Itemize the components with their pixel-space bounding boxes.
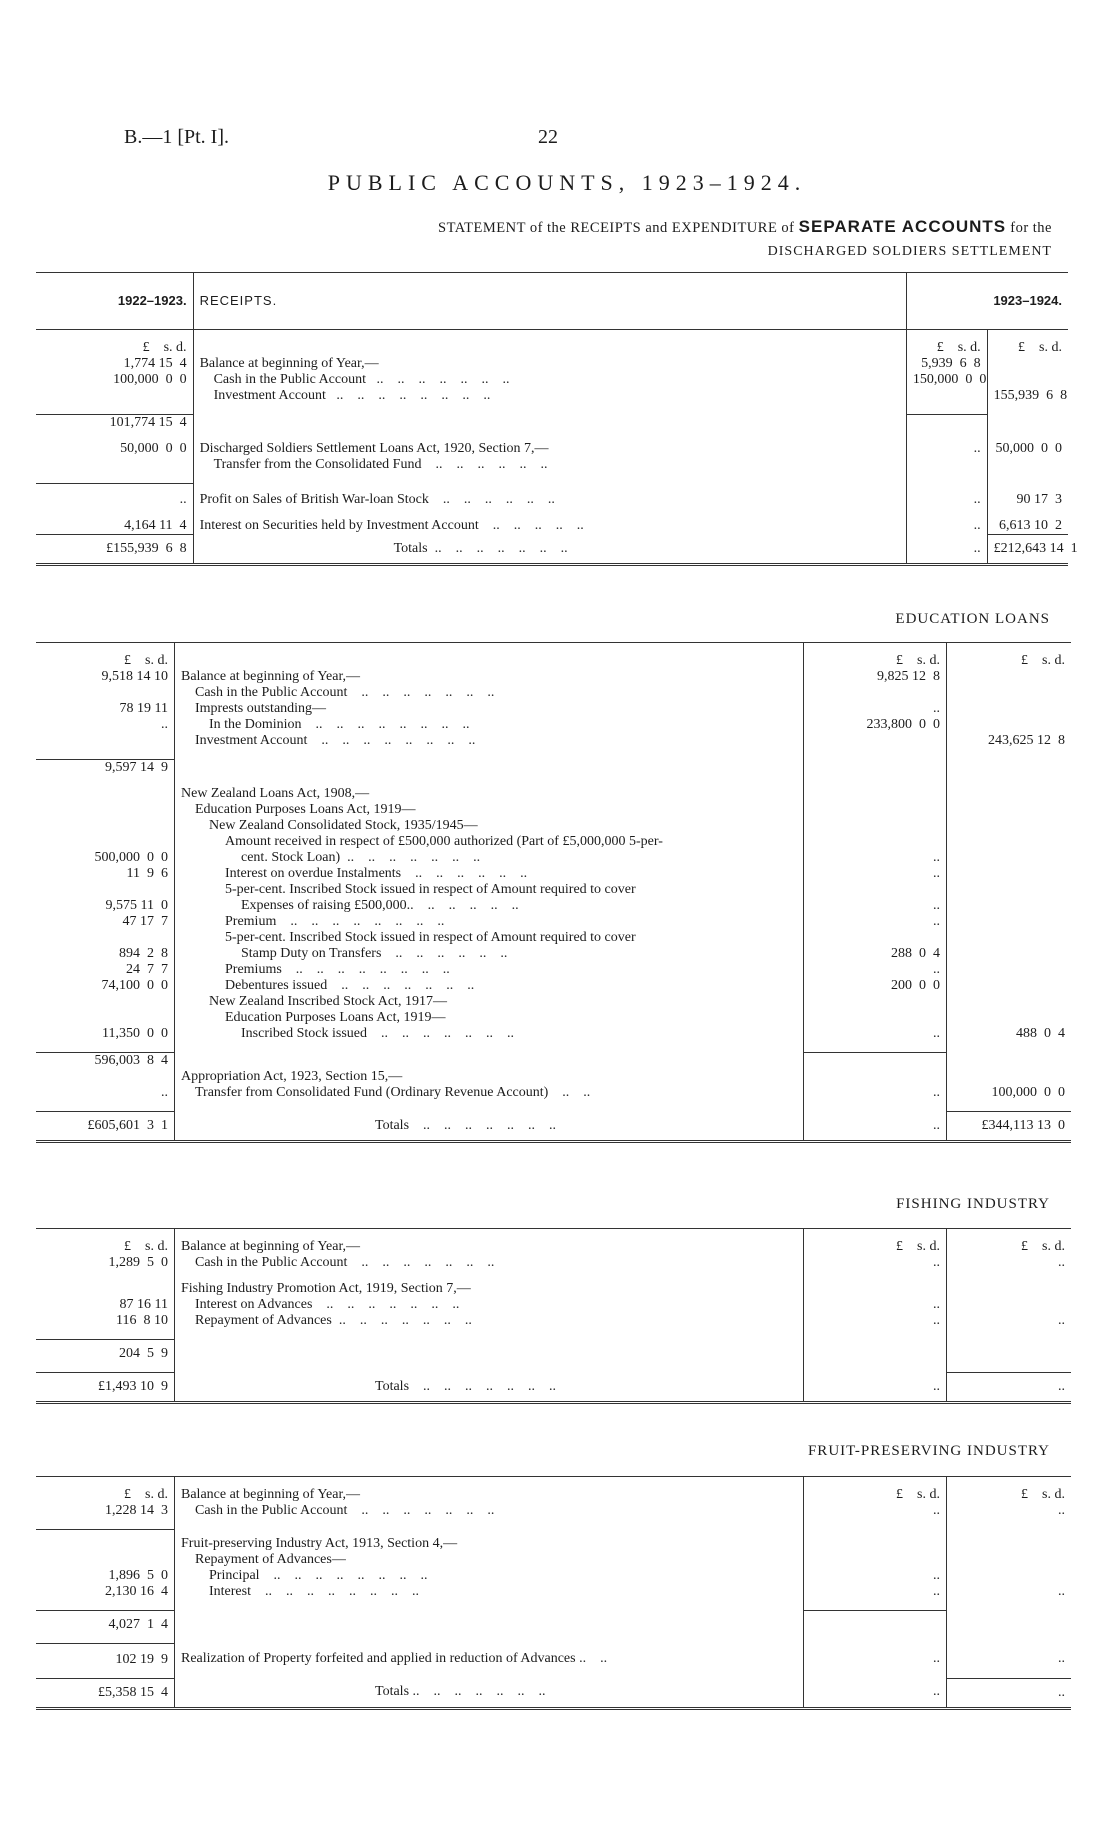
table-cell: 74,100 0 0 — [36, 978, 175, 994]
table-cell: .. — [804, 1584, 947, 1600]
table-cell: 500,000 0 0 — [36, 850, 175, 866]
table-cell: .. — [1058, 1255, 1065, 1270]
table-cell: 90 17 3 — [1016, 491, 1062, 507]
table-cell: .. — [804, 1085, 947, 1101]
table-cell: .. — [804, 1678, 947, 1708]
table-cell — [947, 1530, 1072, 1552]
table-cell — [175, 653, 804, 669]
table-row — [36, 1239, 1071, 1255]
table-cell — [36, 802, 175, 818]
table-cell: 1,289 5 0 — [36, 1255, 175, 1271]
table-cell — [947, 818, 1072, 834]
table-cell — [175, 1053, 804, 1070]
table-cell — [947, 685, 1072, 701]
table-row — [36, 457, 1068, 473]
table-cell: £ s. d. — [36, 1239, 175, 1255]
table-cell: 100,000 0 0 — [36, 372, 193, 388]
table-cell — [947, 866, 1072, 882]
table-cell: 894 2 8 — [36, 946, 175, 962]
table-cell: Amount received in respect of £500,000 authorized (Part of £5,000,000 5-per- — [175, 834, 804, 850]
table-cell: Totals .. .. .. .. .. .. .. — [175, 1678, 804, 1708]
table-cell: 488 0 4 — [1016, 1026, 1065, 1041]
table-row — [36, 1610, 1071, 1633]
table-cell: Interest on Securities held by Investment Account .. .. .. .. .. — [193, 518, 906, 535]
table-row — [36, 850, 1071, 866]
table-cell — [804, 994, 947, 1010]
table-cell: .. — [1058, 1503, 1065, 1518]
table-cell — [906, 415, 987, 432]
table-cell: Inscribed Stock issued .. .. .. .. .. .. .. — [175, 1026, 804, 1042]
table-cell — [947, 978, 1072, 994]
table-cell: £155,939 6 8 — [36, 535, 193, 565]
table-cell: 5-per-cent. Inscribed Stock issued in respect of Amount required to cover — [175, 930, 804, 946]
table-cell: .. — [804, 1503, 947, 1519]
table-cell: .. — [804, 850, 947, 866]
table-cell: 233,800 0 0 — [804, 717, 947, 733]
table-cell: 9,575 11 0 — [36, 898, 175, 914]
table-row — [36, 717, 1071, 733]
table-cell: .. — [804, 1313, 947, 1329]
table-cell: £ s. d. — [906, 340, 987, 356]
table-cell: Cash in the Public Account .. .. .. .. .. .. .. — [175, 685, 804, 701]
table-cell: Education Purposes Loans Act, 1919— — [175, 802, 804, 818]
table-cell: 5,939 6 8 — [906, 356, 987, 372]
table-cell — [804, 834, 947, 850]
table-cell: £344,113 13 0 — [947, 1112, 1072, 1142]
table-cell — [804, 685, 947, 701]
table-cell — [193, 415, 906, 432]
totals-row — [36, 1373, 1071, 1403]
table-cell — [947, 1568, 1072, 1584]
table-cell — [36, 994, 175, 1010]
table-cell: .. — [36, 717, 175, 733]
page-title: PUBLIC ACCOUNTS, 1923–1924. — [327, 170, 807, 195]
table-cell: Education Purposes Loans Act, 1919— — [175, 1010, 804, 1026]
table-row — [36, 802, 1071, 818]
table-cell: £ s. d. — [36, 340, 193, 356]
section-fishing-industry — [36, 1228, 1068, 1404]
table-cell — [804, 1053, 947, 1070]
table-cell: Expenses of raising £500,000.. .. .. .. .. .. — [175, 898, 804, 914]
table-cell: .. — [1058, 1651, 1065, 1666]
table-cell: £212,643 14 1 — [987, 535, 1068, 565]
table-row — [36, 1281, 1071, 1297]
col-year-curr: 1923–1924. — [906, 273, 1068, 330]
table-cell: Premium .. .. .. .. .. .. .. .. — [175, 914, 804, 930]
table-row — [36, 946, 1071, 962]
table-cell: Repayment of Advances— — [175, 1552, 804, 1568]
table-row — [36, 685, 1071, 701]
table-cell: .. — [947, 1678, 1072, 1708]
table-row — [36, 653, 1071, 669]
table-row — [36, 1069, 1071, 1085]
table-cell — [947, 962, 1072, 978]
heading-fishing-industry: FISHING INDUSTRY — [896, 1196, 1050, 1212]
table-cell — [804, 1610, 947, 1633]
table-cell — [947, 1281, 1072, 1297]
table-cell — [947, 1010, 1072, 1026]
table-cell: .. — [804, 1643, 947, 1668]
section-education-loans — [36, 642, 1068, 1143]
table-row — [36, 818, 1071, 834]
table-cell: cent. Stock Loan) .. .. .. .. .. .. .. — [175, 850, 804, 866]
table-cell — [947, 1610, 1072, 1633]
table-cell — [804, 818, 947, 834]
table-row — [36, 978, 1071, 994]
table-cell: .. — [1058, 1313, 1065, 1328]
table-cell — [804, 1340, 947, 1363]
table-cell — [947, 994, 1072, 1010]
table-cell — [36, 685, 175, 701]
table-cell — [36, 930, 175, 946]
table-cell — [804, 760, 947, 777]
table-cell: 5-per-cent. Inscribed Stock issued in respect of Amount required to cover — [175, 882, 804, 898]
table-cell: 155,939 6 8 — [993, 388, 1068, 403]
receipts-table-fishing-industry — [36, 1228, 1071, 1404]
table-row — [36, 518, 1068, 535]
table-cell — [947, 1069, 1072, 1085]
table-cell — [987, 415, 1068, 432]
table-cell — [36, 1530, 175, 1552]
table-cell: 100,000 0 0 — [991, 1085, 1065, 1100]
table-cell: Profit on Sales of British War-loan Stock .. .. .. .. .. .. — [193, 484, 906, 509]
table-cell: £1,493 10 9 — [36, 1373, 175, 1403]
table-cell: Premiums .. .. .. .. .. .. .. .. — [175, 962, 804, 978]
table-cell: 11 9 6 — [36, 866, 175, 882]
table-cell: Repayment of Advances .. .. .. .. .. .. .. — [175, 1313, 804, 1329]
table-cell: Transfer from the Consolidated Fund .. .. .. .. .. .. — [193, 457, 906, 473]
table-cell: 9,518 14 10 — [36, 669, 175, 685]
table-cell: 1,228 14 3 — [36, 1503, 175, 1519]
table-cell: New Zealand Loans Act, 1908,— — [175, 786, 804, 802]
table-cell: Balance at beginning of Year,— — [175, 1487, 804, 1503]
table-row — [36, 994, 1071, 1010]
table-cell: £ s. d. — [1021, 653, 1065, 668]
table-cell: £605,601 3 1 — [36, 1112, 175, 1142]
totals-row — [36, 535, 1068, 565]
table-cell: 102 19 9 — [36, 1643, 175, 1668]
table-row — [36, 1503, 1071, 1519]
table-cell: 2,130 16 4 — [36, 1584, 175, 1600]
table-row — [36, 1053, 1071, 1070]
table-cell: £ s. d. — [36, 653, 175, 669]
table-cell: Totals .. .. .. .. .. .. .. — [175, 1112, 804, 1142]
table-cell: Investment Account .. .. .. .. .. .. .. .. — [175, 733, 804, 749]
table-cell: .. — [947, 1373, 1072, 1403]
table-cell — [947, 760, 1072, 777]
table-cell: .. — [906, 535, 987, 565]
table-cell: .. — [36, 1085, 175, 1101]
account-name: DISCHARGED SOLDIERS SETTLEMENT — [767, 244, 1052, 259]
table-row — [36, 930, 1071, 946]
table-cell — [947, 946, 1072, 962]
table-cell — [804, 733, 947, 749]
table-cell — [804, 1069, 947, 1085]
table-cell: Interest on Advances .. .. .. .. .. .. .. — [175, 1297, 804, 1313]
table-cell — [175, 1610, 804, 1633]
table-row — [36, 1552, 1071, 1568]
table-row — [36, 1643, 1071, 1668]
table-cell: Principal .. .. .. .. .. .. .. .. — [175, 1568, 804, 1584]
table-cell: .. — [906, 441, 987, 457]
table-cell: .. — [804, 914, 947, 930]
table-cell — [906, 457, 987, 473]
table-cell — [804, 930, 947, 946]
table-cell — [36, 1069, 175, 1085]
table-row — [36, 1584, 1071, 1600]
table-cell: 150,000 0 0 — [906, 372, 987, 388]
table-cell: Totals .. .. .. .. .. .. .. — [193, 535, 906, 565]
table-cell — [947, 717, 1072, 733]
table-cell — [987, 372, 1068, 388]
heading-fruit-preserving-industry: FRUIT-PRESERVING INDUSTRY — [807, 1443, 1050, 1459]
table-row — [36, 340, 1068, 356]
table-cell: Discharged Soldiers Settlement Loans Act, 1920, Section 7,— — [193, 441, 906, 457]
table-row — [36, 786, 1071, 802]
table-cell: £ s. d. — [1018, 340, 1062, 355]
table-cell: .. — [804, 1297, 947, 1313]
table-cell — [804, 1010, 947, 1026]
receipts-table-fruit-preserving — [36, 1476, 1071, 1710]
table-cell — [36, 1552, 175, 1568]
table-row — [36, 388, 1068, 404]
statement-prefix: STATEMENT of the RECEIPTS and EXPENDITURE of — [438, 220, 795, 236]
table-cell — [947, 914, 1072, 930]
statement-bold: SEPARATE ACCOUNTS — [798, 217, 1007, 236]
table-cell: Stamp Duty on Transfers .. .. .. .. .. .. — [175, 946, 804, 962]
table-cell — [987, 457, 1068, 473]
table-cell: 1,774 15 4 — [36, 356, 193, 372]
table-cell — [175, 760, 804, 777]
table-cell — [947, 898, 1072, 914]
table-cell — [804, 882, 947, 898]
table-cell: 47 17 7 — [36, 914, 175, 930]
table-cell — [36, 457, 193, 473]
table-row — [36, 356, 1068, 372]
table-cell — [947, 850, 1072, 866]
table-cell: Balance at beginning of Year,— — [175, 669, 804, 685]
table-cell — [947, 1297, 1072, 1313]
table-row — [36, 484, 1068, 509]
table-cell — [36, 1010, 175, 1026]
table-cell — [804, 1530, 947, 1552]
table-cell: 596,003 8 4 — [36, 1053, 175, 1070]
receipts-table-discharged-soldiers — [36, 272, 1078, 566]
table-cell: .. — [36, 484, 193, 509]
table-cell: 87 16 11 — [36, 1297, 175, 1313]
table-cell: £ s. d. — [804, 653, 947, 669]
table-cell: .. — [804, 898, 947, 914]
table-cell — [947, 669, 1072, 685]
table-cell — [947, 834, 1072, 850]
table-cell: Realization of Property forfeited and applied in reduction of Advances .. .. — [175, 1643, 804, 1668]
table-cell: 9,597 14 9 — [36, 760, 175, 777]
table-cell — [36, 882, 175, 898]
table-row — [36, 834, 1071, 850]
table-cell: £ s. d. — [1021, 1487, 1065, 1502]
table-cell: .. — [804, 866, 947, 882]
table-row — [36, 1026, 1071, 1042]
table-row — [36, 882, 1071, 898]
table-cell: £ s. d. — [36, 1487, 175, 1503]
table-cell: Investment Account .. .. .. .. .. .. .. .. — [193, 388, 906, 404]
heading-education-loans: EDUCATION LOANS — [895, 611, 1050, 627]
col-receipts: RECEIPTS. — [193, 273, 906, 330]
table-cell — [947, 1340, 1072, 1363]
table-cell: .. — [804, 1026, 947, 1042]
table-row — [36, 1568, 1071, 1584]
col-year-prev: 1922–1923. — [36, 273, 193, 330]
table-cell: Balance at beginning of Year,— — [175, 1239, 804, 1255]
table-cell — [987, 356, 1068, 372]
table-cell: 6,613 10 2 — [999, 518, 1062, 533]
table-cell: Fruit-preserving Industry Act, 1913, Section 4,— — [175, 1530, 804, 1552]
page-number: 22 — [538, 126, 558, 148]
table-cell: Balance at beginning of Year,— — [193, 356, 906, 372]
table-cell: Cash in the Public Account .. .. .. .. .. .. .. — [193, 372, 906, 388]
table-cell: 24 7 7 — [36, 962, 175, 978]
table-row — [36, 962, 1071, 978]
table-row — [36, 866, 1071, 882]
table-cell: Appropriation Act, 1923, Section 15,— — [175, 1069, 804, 1085]
table-cell: 200 0 0 — [804, 978, 947, 994]
table-cell: 101,774 15 4 — [36, 415, 193, 432]
table-row — [36, 701, 1071, 717]
table-cell: Debentures issued .. .. .. .. .. .. .. — [175, 978, 804, 994]
table-cell: New Zealand Inscribed Stock Act, 1917— — [175, 994, 804, 1010]
table-cell: .. — [906, 518, 987, 535]
table-cell: 116 8 10 — [36, 1313, 175, 1329]
table-cell: New Zealand Consolidated Stock, 1935/1945— — [175, 818, 804, 834]
table-row — [36, 1085, 1071, 1101]
table-cell — [947, 802, 1072, 818]
table-row — [36, 1010, 1071, 1026]
table-row — [36, 1255, 1071, 1271]
table-cell — [193, 340, 906, 356]
table-cell — [175, 1340, 804, 1363]
table-row — [36, 1340, 1071, 1363]
table-cell — [906, 388, 987, 404]
table-cell: Totals .. .. .. .. .. .. .. — [175, 1373, 804, 1403]
table-cell: .. — [804, 1112, 947, 1142]
table-row — [36, 415, 1068, 432]
table-row — [36, 441, 1068, 457]
table-cell — [804, 1281, 947, 1297]
table-cell — [36, 786, 175, 802]
table-cell — [36, 733, 175, 749]
table-cell: Imprests outstanding— — [175, 701, 804, 717]
table-cell: Transfer from Consolidated Fund (Ordinary Revenue Account) .. .. — [175, 1085, 804, 1101]
table-row — [36, 898, 1071, 914]
table-row — [36, 1530, 1071, 1552]
table-row — [36, 1297, 1071, 1313]
table-cell: £ s. d. — [804, 1487, 947, 1503]
table-cell: Interest on overdue Instalments .. .. .. .. .. .. — [175, 866, 804, 882]
table-cell: 1,896 5 0 — [36, 1568, 175, 1584]
table-cell: .. — [804, 1255, 947, 1271]
table-cell: 288 0 4 — [804, 946, 947, 962]
table-cell — [36, 818, 175, 834]
table-row — [36, 1487, 1071, 1503]
table-cell: 78 19 11 — [36, 701, 175, 717]
table-cell — [804, 802, 947, 818]
table-cell: 11,350 0 0 — [36, 1026, 175, 1042]
table-cell: .. — [1058, 1583, 1065, 1599]
statement-suffix: for the — [1010, 220, 1052, 236]
table-cell — [947, 930, 1072, 946]
table-cell: 4,164 11 4 — [36, 518, 193, 535]
table-row — [36, 1313, 1071, 1329]
table-row — [36, 733, 1071, 749]
table-cell — [947, 882, 1072, 898]
statement-subtitle — [438, 217, 1052, 237]
section-fruit-preserving-industry — [36, 1476, 1068, 1710]
table-cell: Cash in the Public Account .. .. .. .. .. .. .. — [175, 1503, 804, 1519]
receipts-table-education-loans — [36, 642, 1071, 1143]
table-cell: Cash in the Public Account .. .. .. .. .. .. .. — [175, 1255, 804, 1271]
table-cell — [947, 1053, 1072, 1070]
table-cell: £ s. d. — [1021, 1239, 1065, 1254]
table-cell: 9,825 12 8 — [804, 669, 947, 685]
table-cell — [36, 1281, 175, 1297]
table-row — [36, 760, 1071, 777]
table-cell: .. — [804, 1568, 947, 1584]
section-discharged-soldiers — [36, 272, 1078, 566]
table-cell: .. — [804, 962, 947, 978]
totals-row — [36, 1678, 1071, 1708]
table-cell: In the Dominion .. .. .. .. .. .. .. .. — [175, 717, 804, 733]
table-cell — [804, 786, 947, 802]
table-cell — [947, 1552, 1072, 1568]
table-cell — [36, 388, 193, 404]
table-cell: .. — [804, 701, 947, 717]
table-cell: 4,027 1 4 — [36, 1610, 175, 1633]
table-cell: £ s. d. — [804, 1239, 947, 1255]
table-cell: Interest .. .. .. .. .. .. .. .. — [175, 1584, 804, 1600]
table-cell: .. — [906, 484, 987, 509]
table-cell: 50,000 0 0 — [995, 441, 1062, 456]
table-cell — [947, 701, 1072, 717]
table-cell: Fishing Industry Promotion Act, 1919, Section 7,— — [175, 1281, 804, 1297]
table-cell: 204 5 9 — [36, 1340, 175, 1363]
table-row — [36, 372, 1068, 388]
table-row — [36, 669, 1071, 685]
table-cell: 243,625 12 8 — [988, 733, 1065, 748]
table-cell — [36, 834, 175, 850]
table-cell: £5,358 15 4 — [36, 1678, 175, 1708]
page-reference: B.—1 [Pt. I]. — [124, 126, 229, 148]
totals-row — [36, 1112, 1071, 1142]
table-cell: .. — [804, 1373, 947, 1403]
table-cell: 50,000 0 0 — [36, 441, 193, 457]
table-cell — [804, 1552, 947, 1568]
table-row — [36, 914, 1071, 930]
table-cell — [947, 786, 1072, 802]
